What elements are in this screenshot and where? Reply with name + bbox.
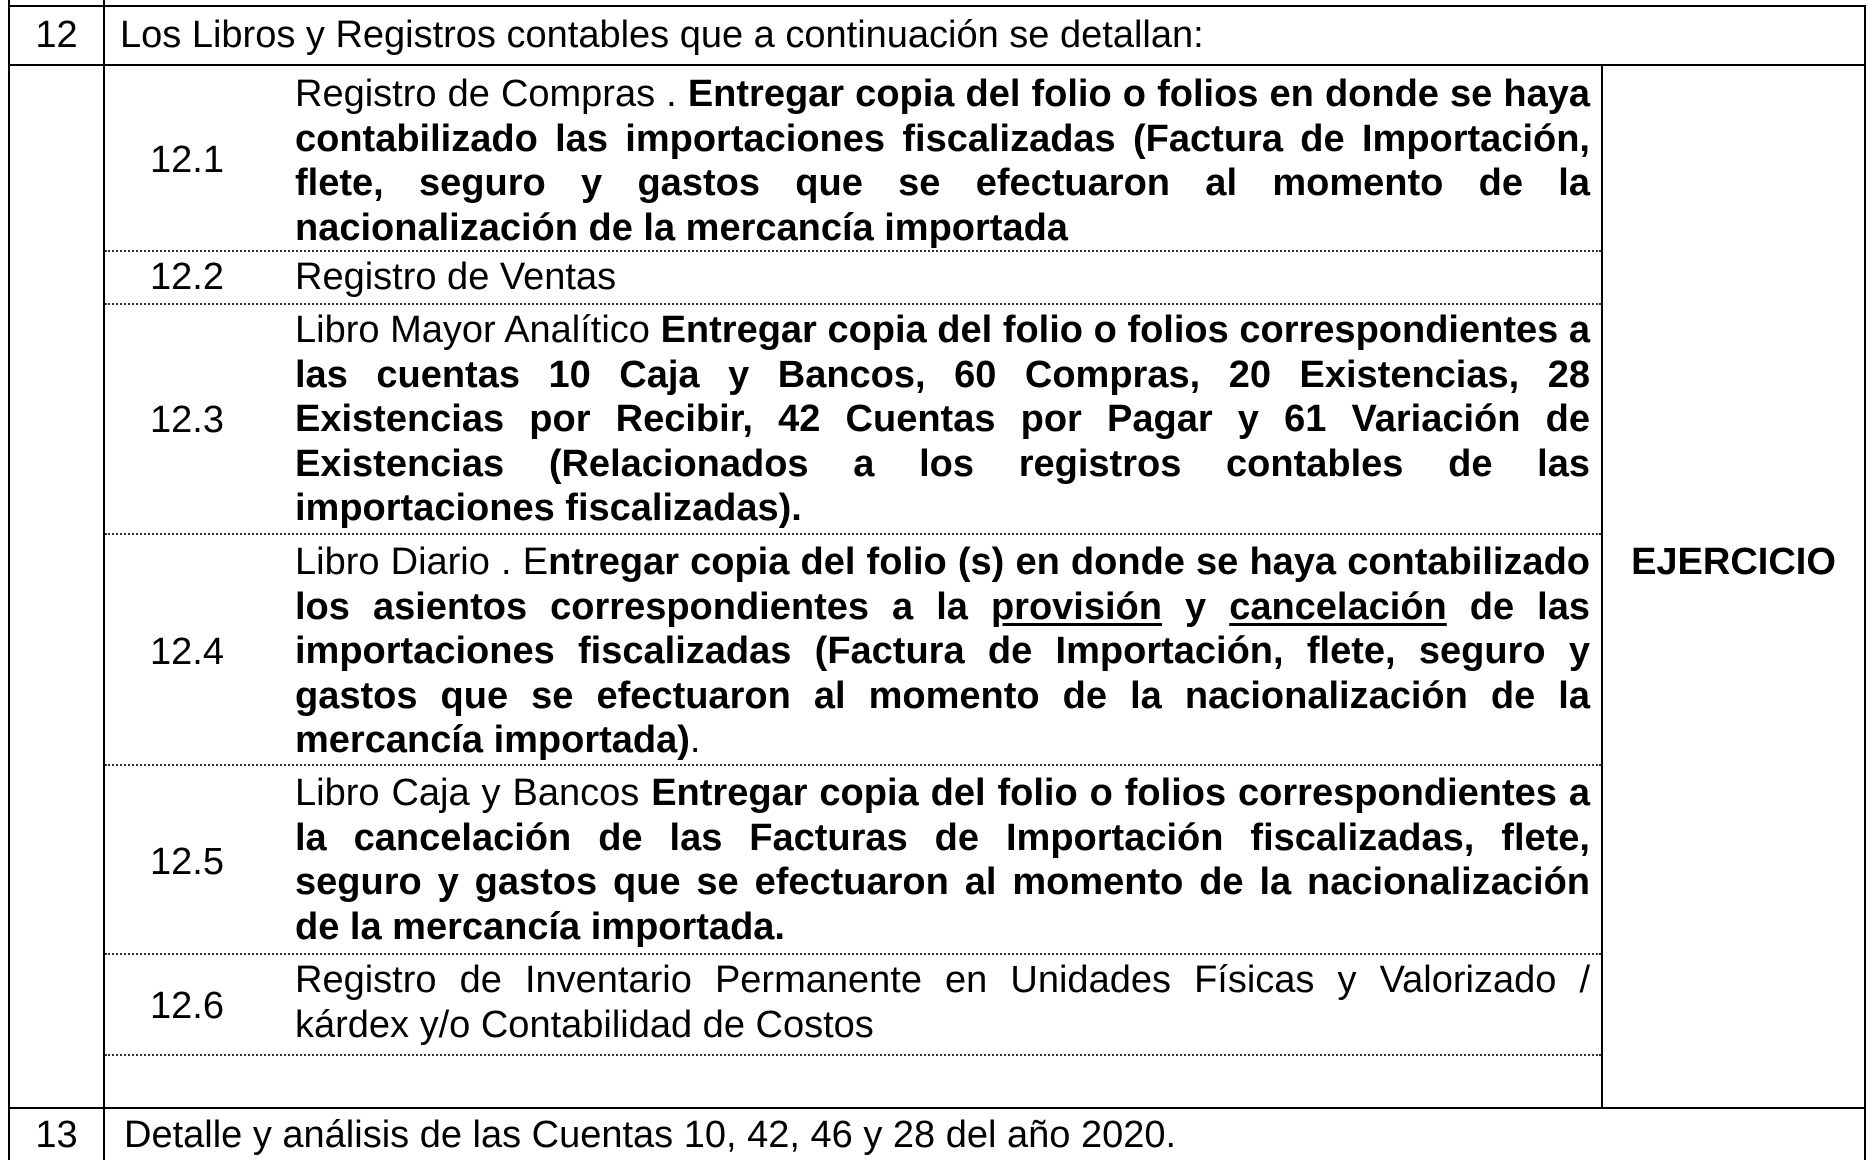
item-number-12-2: 12.2 [150,256,224,298]
item-text-12-4 [295,540,1590,763]
table-border-top [8,5,1866,7]
item-text-12-5 [295,771,1590,949]
item-text-12-2 [295,255,1590,300]
row-number-12: 12 [35,14,78,56]
item-number-12-1: 12.1 [150,139,224,181]
item-requirement-12-4-a: ntregar copia del folio (s) en donde se haya contabilizado los asientos correspondientes a la [295,541,1590,628]
item-title-12-5: Libro Caja y Bancos [295,772,652,814]
item-number-12-4: 12.4 [150,631,224,673]
item-number-12-3: 12.3 [150,399,224,441]
item-requirement-12-1: Entregar copia del folio o folios en donde se haya contabilizado las importaciones fiscalizadas (Factura de Importación, flete, seguro y gastos que se efectuaron al momento de la nacionalización de la mercancía importada [295,73,1590,249]
separator-12-2 [105,303,1601,305]
row-13-text: Detalle y análisis de las Cuentas 10, 42, 46 y 28 del año 2020. [124,1114,1177,1156]
period-label: EJERCICIO [1631,541,1836,583]
table-border-left [8,0,10,1160]
item-title-12-1: Registro de Compras . [295,73,688,115]
row-number-13: 13 [35,1114,78,1156]
row-13-top-border [8,1107,1866,1109]
separator-12-4 [105,764,1601,766]
item-requirement-12-4-c: de las importaciones fiscalizadas (Factura de Importación, flete, seguro y gastos que se efectuaron al momento de la nacionalización de la mercancía importada) [295,585,1590,761]
item-requirement-12-5: Entregar copia del folio o folios correspondientes a la cancelación de las Facturas de Importación fiscalizadas, flete, seguro y gastos que se efectuaron al momento de la nacionalización de la mercancía importada. [295,772,1590,948]
table-border-right-row-13 [1864,1107,1866,1160]
table-border-right [1864,5,1866,1107]
item-requirement-12-3: Entregar copia del folio o folios correspondientes a las cuentas 10 Caja y Bancos, 60 Compras, 20 Existencias, 28 Existencias por Recibir, 42 Cuentas por Pagar y 61 Variación de Existencias (Relacionados a los registros contables de las importaciones fiscalizadas). [295,309,1590,529]
item-text-12-3 [295,308,1590,531]
row-12-text: Los Libros y Registros contables que a continuación se detallan: [120,14,1204,56]
item-text-12-1 [295,72,1590,250]
separator-12-3 [105,533,1601,535]
item-text-12-6 [295,958,1590,1047]
separator-12-1 [105,250,1601,252]
item-number-12-6: 12.6 [150,985,224,1027]
separator-12-5 [105,953,1601,955]
nested-table-left-border [103,64,105,1107]
item-title-12-4: Libro Diario . E [295,541,549,583]
period-column-divider [1601,64,1603,1107]
item-title-12-3: Libro Mayor Analítico [295,309,661,351]
row-12-bottom-border [8,64,1866,66]
underlined-cancelacion: cancelación [1229,585,1447,628]
item-title-12-6: Registro de Inventario Permanente en Unidades Físicas y Valorizado / kárdex y/o Contabilidad de Costos [295,959,1590,1046]
underlined-provision: provisión [990,585,1162,628]
item-tail-12-4: . [689,719,701,761]
separator-12-6 [105,1054,1601,1056]
item-requirement-12-4-b: y [1161,585,1230,628]
item-title-12-2: Registro de Ventas [295,256,617,298]
item-number-12-5: 12.5 [150,841,224,883]
